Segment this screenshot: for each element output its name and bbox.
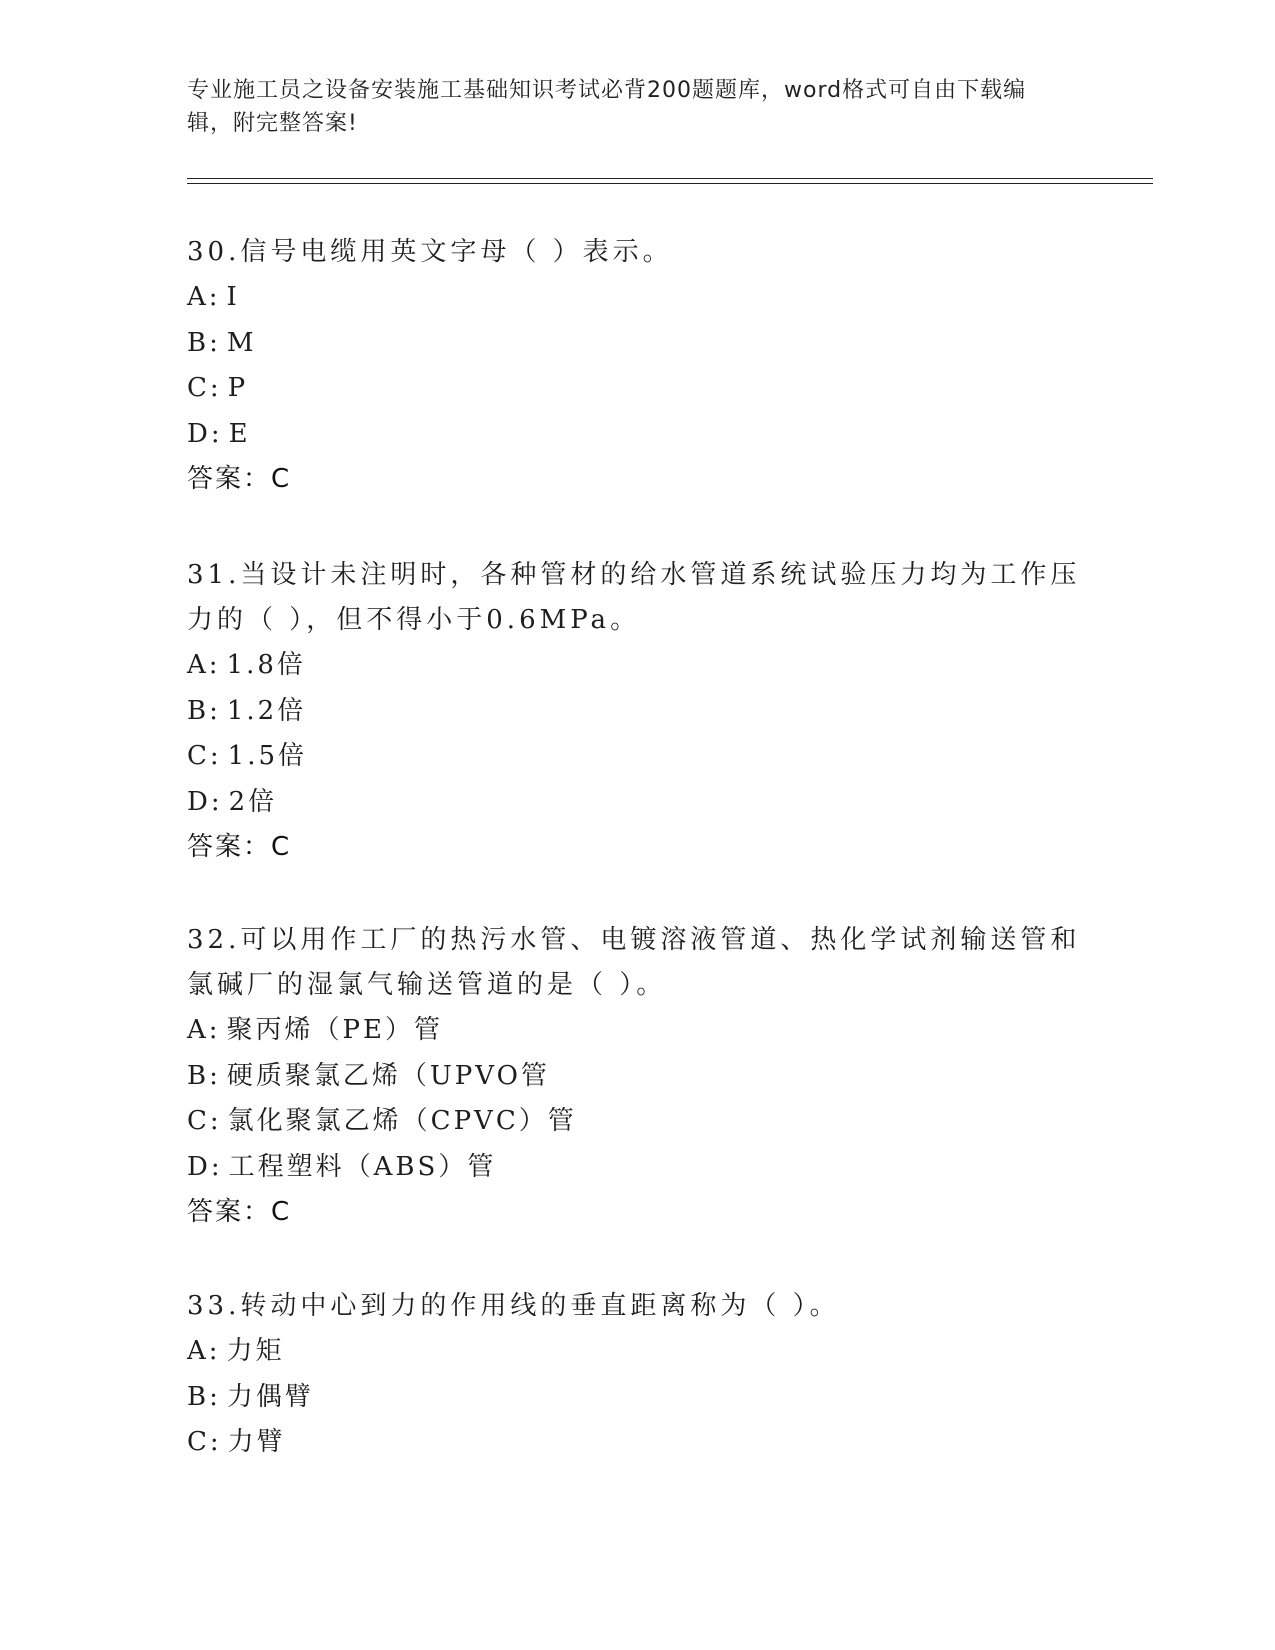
- option-a: A: 力矩: [187, 1336, 285, 1366]
- option-text: 1.5倍: [227, 741, 308, 771]
- answer-label: 答案：: [187, 1197, 272, 1227]
- option-text: 1.8倍: [226, 650, 306, 680]
- option-b: B: 1.2倍: [187, 695, 307, 726]
- option-a: A: 1.8倍: [187, 650, 306, 680]
- answer-value: C: [271, 832, 292, 862]
- option-c: C: P: [187, 373, 249, 403]
- option-b: B: M: [187, 327, 257, 358]
- option-text: 1.2倍: [226, 695, 307, 726]
- header-text: 专业施工员之设备安装施工基础知识考试必背200题题库，word格式可自由下载编辑，附完整答案!: [187, 78, 1027, 136]
- question-30: [187, 230, 1087, 502]
- option-text: E: [228, 418, 251, 449]
- question-stem: 30.信号电缆用英文字母（ ）表示。: [187, 237, 673, 267]
- option-a: A: I: [187, 282, 240, 312]
- option-text: M: [226, 327, 257, 358]
- answer: [187, 457, 1087, 502]
- question-33: [187, 1284, 1087, 1466]
- option-text: 硬质聚氯乙烯（UPVO管: [226, 1060, 550, 1091]
- question-stem: 31.当设计未注明时，各种管材的给水管道系统试验压力均为工作压力的（ ），但不得小于0.6MPa。: [187, 560, 1081, 635]
- option-text: 力臂: [227, 1427, 286, 1457]
- answer-value: C: [271, 464, 292, 494]
- option-text: 力偶臂: [226, 1381, 314, 1412]
- header-rule-top: [187, 178, 1153, 179]
- option-d: D: 2倍: [187, 786, 278, 817]
- document-header: [187, 74, 1067, 140]
- option-d: D: E: [187, 418, 251, 449]
- option-text: I: [226, 282, 240, 312]
- option-text: 工程塑料（ABS）管: [228, 1151, 497, 1182]
- answer-label: 答案：: [187, 832, 272, 862]
- answer: [187, 825, 1087, 870]
- option-text: 氯化聚氯乙烯（CPVC）管: [227, 1106, 577, 1136]
- option-d: D: 工程塑料（ABS）管: [187, 1151, 497, 1182]
- option-c: C: 力臂: [187, 1427, 286, 1457]
- answer-value: C: [271, 1197, 292, 1227]
- option-b: B: 力偶臂: [187, 1381, 314, 1412]
- answer: [187, 1190, 1087, 1235]
- question-31: [187, 553, 1087, 870]
- option-c: C: 1.5倍: [187, 741, 308, 771]
- option-text: 2倍: [228, 786, 278, 817]
- question-32: [187, 918, 1087, 1235]
- question-stem: 33.转动中心到力的作用线的垂直距离称为（ ）。: [187, 1291, 840, 1321]
- answer-label: 答案：: [187, 464, 272, 494]
- option-c: C: 氯化聚氯乙烯（CPVC）管: [187, 1106, 577, 1136]
- option-text: 力矩: [226, 1336, 285, 1366]
- option-text: P: [227, 373, 249, 403]
- header-rule-bottom: [187, 183, 1153, 184]
- option-text: 聚丙烯（PE）管: [226, 1015, 444, 1045]
- option-b: B: 硬质聚氯乙烯（UPVO管: [187, 1060, 550, 1091]
- question-stem: 32.可以用作工厂的热污水管、电镀溶液管道、热化学试剂输送管和氯碱厂的湿氯气输送管道的是（ ）。: [187, 925, 1081, 1000]
- option-a: A: 聚丙烯（PE）管: [187, 1015, 444, 1045]
